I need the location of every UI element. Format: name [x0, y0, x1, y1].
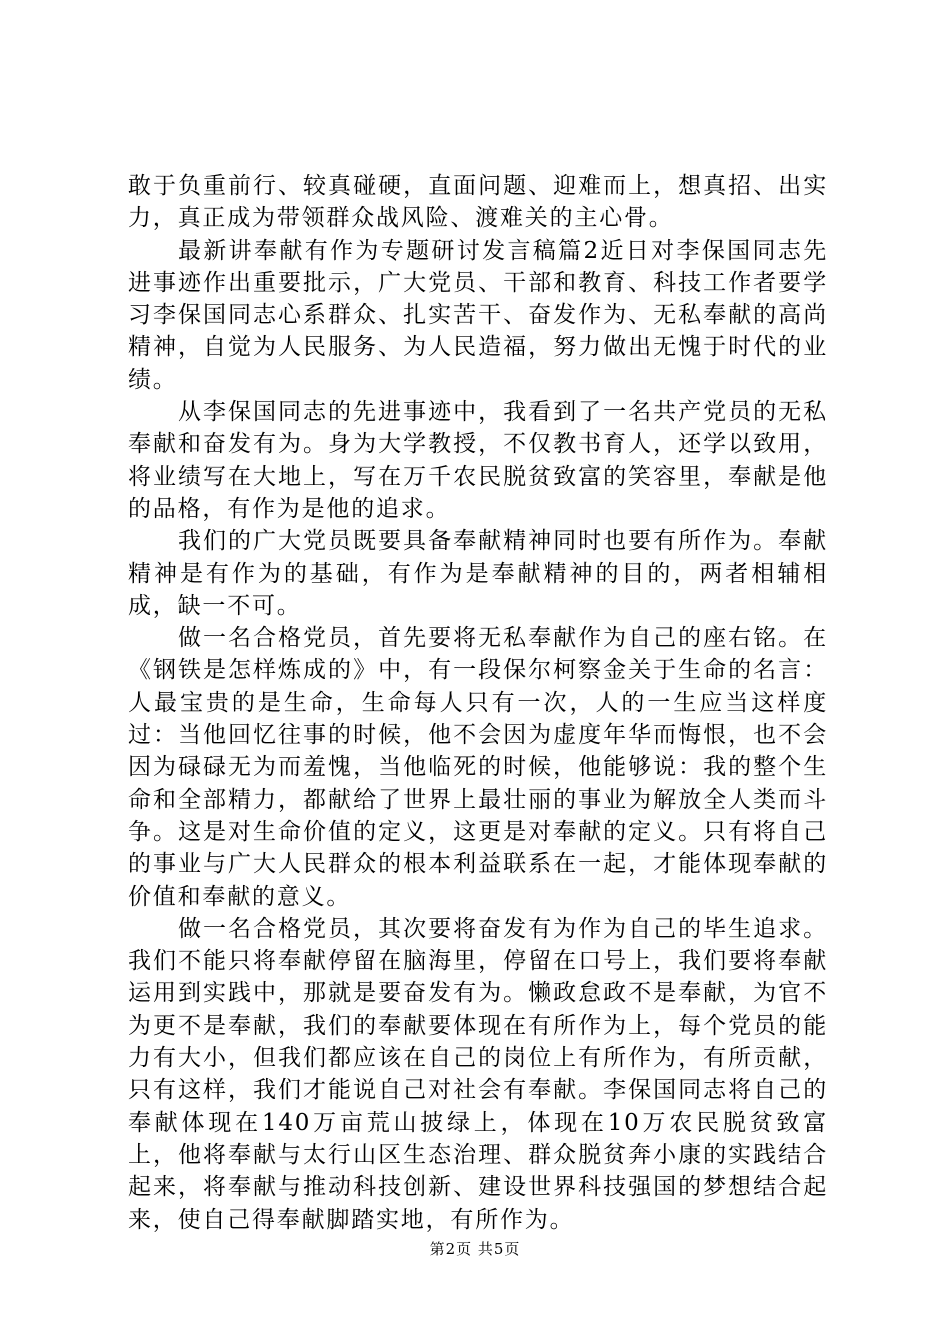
- paragraph-1: 敢于负重前行、较真碰硬，直面问题、迎难而上，想真招、出实力，真正成为带领群众战风险、渡难关的主心骨。: [128, 173, 828, 232]
- paragraph-2: 最新讲奉献有作为专题研讨发言稿篇2近日对李保国同志先进事迹作出重要批示，广大党员、干部和教育、科技工作者要学习李保国同志心系群众、扎实苦干、奋发作为、无私奉献的高尚精神，自觉为人民服务、为人民造福，努力做出无愧于时代的业绩。: [128, 237, 828, 393]
- paragraph-3: 从李保国同志的先进事迹中，我看到了一名共产党员的无私奉献和奋发有为。身为大学教授，不仅教书育人，还学以致用，将业绩写在大地上，写在万千农民脱贫致富的笑容里，奉献是他的品格，有作为是他的追求。: [128, 399, 828, 522]
- paragraph-4: 我们的广大党员既要具备奉献精神同时也要有所作为。奉献精神是有作为的基础，有作为是奉献精神的目的，两者相辅相成，缺一不可。: [128, 528, 828, 619]
- document-body: [128, 170, 828, 1236]
- page-number-footer: 第2页 共5页: [429, 1240, 521, 1258]
- paragraph-5: 做一名合格党员，首先要将无私奉献作为自己的座右铭。在《钢铁是怎样炼成的》中，有一段保尔柯察金关于生命的名言：人最宝贵的是生命，生命每人只有一次，人的一生应当这样度过：当他回忆往事的时候，他不会因为虚度年华而悔恨，也不会因为碌碌无为而羞愧，当他临死的时候，他能够说：我的整个生命和全部精力，都献给了世界上最壮丽的事业为解放全人类而斗争。这是对生命价值的定义，这更是对奉献的定义。只有将自己的事业与广大人民群众的根本利益联系在一起，才能体现奉献的价值和奉献的意义。: [128, 625, 828, 910]
- paragraph-6: 做一名合格党员，其次要将奋发有为作为自己的毕生追求。我们不能只将奉献停留在脑海里，停留在口号上，我们要将奉献运用到实践中，那就是要奋发有为。懒政怠政不是奉献，为官不为更不是奉献，我们的奉献要体现在有所作为上，每个党员的能力有大小，但我们都应该在自己的岗位上有所作为，有所贡献，只有这样，我们才能说自己对社会有奉献。李保国同志将自己的奉献体现在140万亩荒山披绿上，体现在10万农民脱贫致富上，他将奉献与太行山区生态治理、群众脱贫奔小康的实践结合起来，将奉献与推动科技创新、建设世界科技强国的梦想结合起来，使自己得奉献脚踏实地，有所作为。: [128, 915, 828, 1233]
